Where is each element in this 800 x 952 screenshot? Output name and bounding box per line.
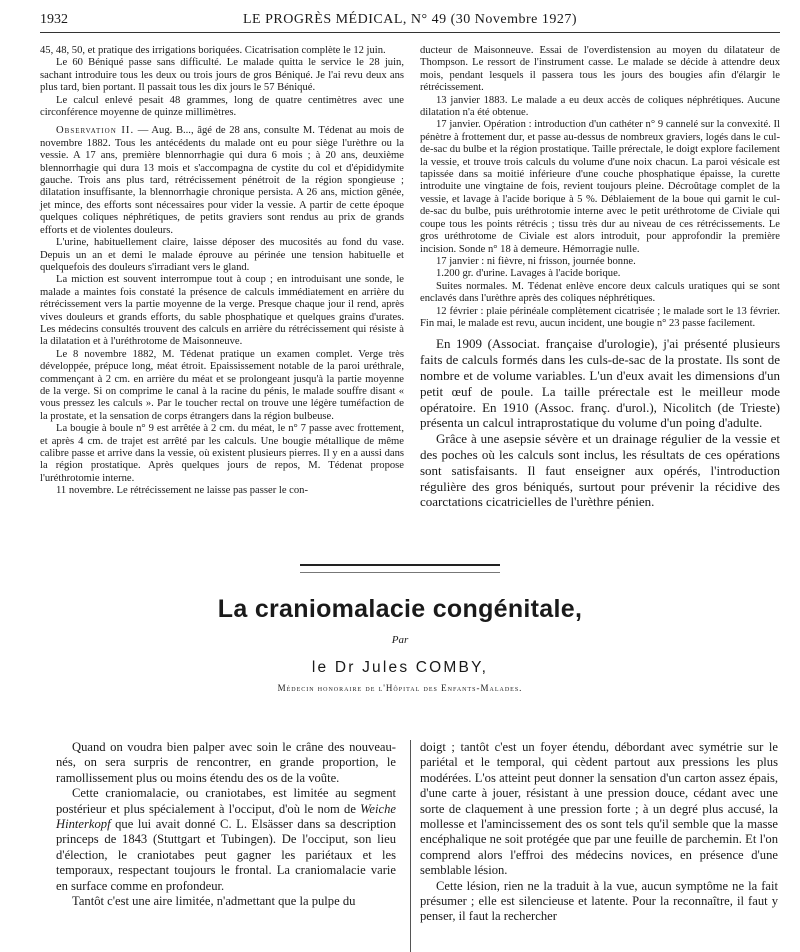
paragraph: Le calcul enlevé pesait 48 grammes, long de quatre centimètres avec une circonférence moyenne de quinze millimètres.	[40, 94, 404, 119]
paragraph: 45, 48, 50, et pratique des irrigations boriquées. Cicatrisation complète le 12 juin.	[40, 45, 386, 56]
paragraph: ducteur de Maisonneuve. Essai de l'overdistension au moyen du dilatateur de Thompson. Le ressort de l'instrument casse. Le malade se décide à attendre deux mois, pendant lesquels il passera tous les jours des bougies afin d'élargir le rétrécissement.	[420, 45, 780, 94]
italic-term: Weiche Hinterkopf	[56, 801, 396, 832]
column-separator	[410, 740, 411, 952]
journal-title: LE PROGRÈS MÉDICAL, N° 49 (30 Novembre 1927)	[242, 12, 578, 27]
paragraph: Suites normales. M. Tédenat enlève encore deux calculs uratiques qui se sont enclavés dans l'urèthre après des coliques néphrétiques.	[420, 280, 780, 305]
paragraph: Cette craniomalacie, ou craniotabes, est limitée au segment postérieur et plus spécialement à l'occiput, d'où le nom de Weiche Hinterkopf que lui avait donné C. L. Elsässer dans sa description princeps de 1843 (Stuttgart et Tubingen). De l'occiput, son lieu d'élection, le craniotabes peut gagner les pariétaux et les temporaux, respectant toujours le frontal. La craniomalacie varie en surface comme en profondeur.	[56, 786, 396, 893]
paragraph: 17 janvier. Opération : introduction d'un cathéter n° 9 cannelé sur la convexité. Il pénètre à frottement dur, et passe au-dessus de nombreux graviers, logés dans le cul-de-sac du bulbe et la région prostatique. Taille prérectale, le doigt explore facilement la vessie, et trouve trois calculs du volume d'une noix chacun. La paroi vésicale est tapissée dans sa moitié inférieure d'une couche phosphatique épaisse, la curette introduite une vingtaine de fois, revient toujours pleine. Décroûtage complet de la vessie, et lavage à l'acide borique à 5 %. Déblaiement de la boue qui garnit le cul-de-sac du bulbe, puis uréthrotomie interne avec le petit uréthrotome de Civiale qui coupe tous les points rétrécis ; tissu très dur au niveau de ces rétrécissements. Le gros uréthrotome de Civiale est alors introduit, pour approfondir la première incision. Sonde n° 18 à demeure. Hémorragie nulle.	[420, 119, 780, 255]
observation-text: — Aug. B..., âgé de 28 ans, consulte M. Tédenat au mois de novembre 1882. Tous les antécédents du malade ont eu pour siège l'urèthre ou la vessie. A 17 ans, première blennorrhagie qui dura 6 mois ; à 20 ans, deuxième blennorrhagie qui dura 13 mois et s'accompagna de cystite du col et d'épididymite gauche. Trois ans plus tard, rétrécissement pénétroit de la région spongieuse ; dilatation insuffisante, la blennorrhagie chronique persista. A 26 ans, miction gênée, jet mince, des efforts sont nécessaires pour vider la vessie. A partir de cette époque quelques coliques néphrétiques, de petits graviers sont rendus au prix de grands efforts et de violentes douleurs.	[40, 125, 405, 236]
byline-par: Par	[391, 634, 409, 646]
paragraph: 11 novembre. Le rétrécissement ne laisse pas passer le con-	[56, 485, 308, 497]
paragraph: Quand on voudra bien palper avec soin le crâne des nouveau-nés, on sera surpris de rencontrer, en grande proportion, le ramollissement plus ou moins étendu des os de la voûte.	[56, 740, 396, 785]
top-left-column	[40, 45, 404, 498]
author-affiliation: Médecin honoraire de l'Hôpital des Enfants-Malades.	[277, 683, 523, 693]
paragraph: Tantôt c'est une aire limitée, n'admettant que la pulpe du	[72, 894, 356, 909]
header-rule	[40, 32, 780, 33]
section-divider	[300, 564, 500, 573]
paragraph: La miction est souvent interrompue tout à coup ; en introduisant une sonde, le malade a maintes fois constaté la présence de calculs immédiatement en arrière du rétrécissement vers la partie moyenne de la verge. Presque chaque jour il rend, après vives douleurs et grands efforts, du sable phosphatique et quelques grains d'urates. Les médecins consultés trouvent des calculs en arrière du rétrécissement qui résiste à la dilatation et à l'uréthrotome de Maisonneuve.	[40, 274, 404, 348]
bottom-left-column	[56, 740, 396, 909]
paragraph: L'urine, habituellement claire, laisse déposer des mucosités au fond du vase. Depuis un an et demi le malade éprouve au périnée une tension habituelle et quelquefois des douleurs s'irradiant vers le gland.	[40, 237, 404, 273]
page-header	[40, 12, 780, 30]
paragraph: Le 8 novembre 1882, M. Tédenat pratique un examen complet. Verge très développée, prépuce long, méat étroit. Epaississement notable de la paroi uréthrale, commençant à 2 cm. en arrière du méat et se prolongeant jusqu'à la partie moyenne de la verge. Si on comprime le canal à la racine du pénis, le malade souffre disant « vous pressez les calculs ». Par le toucher rectal on trouve une légère tuméfaction de la prostate, et la sensation de corps étrangers dans la région bulbeuse.	[40, 348, 404, 422]
paragraph: Le 60 Béniqué passe sans difficulté. Le malade quitta le service le 28 juin, sachant introduire tous les deux ou trois jours de gros Béniqué. Je l'ai revu deux ans plus tard, bien portant. Il passait tous les dix jours le 57 Béniqué.	[40, 57, 404, 94]
observation-paragraph	[40, 125, 404, 237]
paragraph: Cette lésion, rien ne la traduit à la vue, aucun symptôme ne la fait présumer ; elle est silencieuse et latente. Pour la reconnaître, il faut y penser, il faut la rechercher	[420, 878, 778, 924]
paragraph: En 1909 (Associat. française d'urologie), j'ai présenté plusieurs faits de calculs formés dans les culs-de-sac de la prostate. Ils sont de nombre et de volume variables. L'un d'eux avait les dimensions d'un petit œuf de poule. La taille prérectale est le meilleur mode opératoire. En 1910 (Assoc. franç. d'urol.), Nicolitch (de Trieste) présenta un calcul intraprostatique du volume d'un poing d'adulte.	[420, 336, 780, 431]
paragraph: La bougie à boule n° 9 est arrêtée à 2 cm. du méat, le n° 7 passe avec frottement, et après 4 cm. de trajet est arrêté par les calculs. Une bougie métallique de même calibre passe et arrive dans la vessie, où existent plusieurs pierres. Il y en a aussi dans la région prostatique. Après quelques jours de repos, M. Tédenat propose l'uréthrotomie interne.	[40, 423, 404, 484]
paragraph: Grâce à une asepsie sévère et un drainage régulier de la vessie et des poches où les calculs sont inclus, les résultats de ces opérations sont satisfaisants. Il faut enseigner aux opérés, l'introduction régulière des gros béniqués, surtout pour prévenir la récidive des coarctations cicatricielles de l'urèthre pénien.	[420, 431, 780, 510]
top-right-column	[420, 45, 780, 510]
page-number: 1932	[40, 12, 68, 27]
article-title: La craniomalacie congénitale,	[217, 595, 583, 623]
paragraph: 12 février : plaie périnéale complètement cicatrisée ; le malade sort le 13 février. Fin mai, le malade est revu, aucun incident, une bougie n° 23 passe facilement.	[420, 305, 780, 329]
paragraph: 1.200 gr. d'urine. Lavages à l'acide borique.	[436, 268, 621, 280]
paragraph: 13 janvier 1883. Le malade a eu deux accès de coliques néphrétiques. Aucune dilatation n'a été obtenue.	[420, 94, 780, 119]
observation-label: Observation II.	[56, 125, 135, 137]
paragraph: doigt ; tantôt c'est un foyer étendu, débordant avec symétrie sur le pariétal et le temporal, qui cèdent partout aux pressions les plus modérées. L'os atteint peut donner la sensation d'un carton assez épais, d'une carte à jouer, résistant à une pression douce, cédant avec une sorte de claquement à une pression forte ; à un degré plus accusé, la mollesse et l'amincissement des os sont tels qu'il semble que la masse encéphalique ne soit protégée que par une feuille de parchemin. Et l'on comprend alors l'effroi des médecins novices, en présence d'une semblable lésion.	[420, 740, 778, 878]
bottom-right-column	[420, 740, 778, 925]
paragraph: 17 janvier : ni fièvre, ni frisson, journée bonne.	[436, 255, 636, 267]
article-author: le Dr Jules COMBY,	[311, 659, 489, 676]
